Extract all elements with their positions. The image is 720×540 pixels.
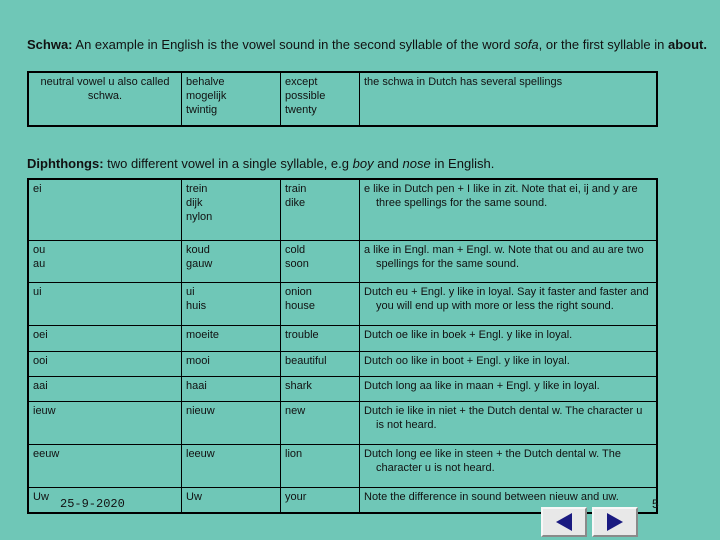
diphthongs-text-1: two different vowel in a single syllable, e.g xyxy=(103,156,353,171)
english-translation-cell: beautiful xyxy=(281,351,360,376)
english-translation-cell: onion house xyxy=(281,283,360,326)
schwa-cell-dutch xyxy=(182,72,281,126)
diphthongs-heading xyxy=(27,155,707,172)
english-translation-cell: train dike xyxy=(281,179,360,240)
table-row xyxy=(28,240,657,283)
diphthong-sound-cell: Uw xyxy=(28,487,182,513)
triangle-right-icon xyxy=(594,509,636,535)
triangle-left-icon xyxy=(543,509,585,535)
diphthongs-text-and: and xyxy=(373,156,403,171)
previous-slide-button[interactable] xyxy=(541,507,587,537)
diphthongs-table xyxy=(27,178,658,514)
schwa-table xyxy=(27,71,658,127)
pronunciation-note-cell: Note the difference in sound between nieuw and uw. xyxy=(360,487,658,513)
english-translation-cell: trouble xyxy=(281,326,360,351)
pronunciation-note-cell: Dutch long aa like in maan + Engl. y like in loyal. xyxy=(360,376,658,401)
diphthongs-word-boy: boy xyxy=(352,156,374,171)
pronunciation-note-cell: Dutch oo like in boot + Engl. y like in loyal. xyxy=(360,351,658,376)
table-row xyxy=(28,179,657,240)
table-row xyxy=(28,444,657,487)
diphthong-sound-cell: ou au xyxy=(28,240,182,283)
page-number: 5 xyxy=(652,497,659,511)
schwa-text-2: , or the first syllable in xyxy=(538,37,668,52)
dutch-example-cell: mooi xyxy=(182,351,281,376)
schwa-cell-description: neutral vowel u also called schwa. xyxy=(28,72,182,126)
pronunciation-note-cell: Dutch long ee like in steen + the Dutch dental w. The character u is not heard. xyxy=(360,444,658,487)
schwa-dutch-2: mogelijk xyxy=(186,90,227,102)
schwa-text-1: An example in English is the vowel sound in the second syllable of the word xyxy=(72,37,515,52)
diphthongs-text-2: in English. xyxy=(430,156,495,171)
english-translation-cell: lion xyxy=(281,444,360,487)
schwa-cell-english xyxy=(281,72,360,126)
english-translation-cell: your xyxy=(281,487,360,513)
diphthongs-word-nose: nose xyxy=(402,156,431,171)
diphthong-sound-cell: oei xyxy=(28,326,182,351)
diphthong-sound-cell: aai xyxy=(28,376,182,401)
dutch-example-cell: nieuw xyxy=(182,401,281,444)
pronunciation-note-cell: a like in Engl. man + Engl. w. Note that ou and au are two spellings for the same sound. xyxy=(360,240,658,283)
schwa-word-sofa: sofa xyxy=(514,37,539,52)
footer-date: 25-9-2020 xyxy=(60,497,125,511)
schwa-dutch-3: twintig xyxy=(186,104,218,116)
schwa-english-3: twenty xyxy=(285,104,317,116)
table-row xyxy=(28,351,657,376)
diphthong-sound-cell: ooi xyxy=(28,351,182,376)
dutch-example-cell: koud gauw xyxy=(182,240,281,283)
table-row xyxy=(28,283,657,326)
diphthongs-title: Diphthongs: xyxy=(27,156,104,171)
dutch-example-cell: ui huis xyxy=(182,283,281,326)
diphthong-sound-cell: ei xyxy=(28,179,182,240)
pronunciation-note-cell: Dutch eu + Engl. y like in loyal. Say it faster and faster and you will end up with more or less the right sound. xyxy=(360,283,658,326)
table-row xyxy=(28,72,657,126)
schwa-heading xyxy=(27,36,707,53)
dutch-example-cell: trein dijk nylon xyxy=(182,179,281,240)
dutch-example-cell: moeite xyxy=(182,326,281,351)
english-translation-cell: cold soon xyxy=(281,240,360,283)
dutch-example-cell: haai xyxy=(182,376,281,401)
english-translation-cell: new xyxy=(281,401,360,444)
diphthong-sound-cell: eeuw xyxy=(28,444,182,487)
dutch-example-cell: leeuw xyxy=(182,444,281,487)
table-row xyxy=(28,376,657,401)
english-translation-cell: shark xyxy=(281,376,360,401)
schwa-english-2: possible xyxy=(285,90,326,102)
pronunciation-note-cell: e like in Dutch pen + I like in zit. Note that ei, ij and y are three spellings for the same sound. xyxy=(360,179,658,240)
schwa-word-about: about. xyxy=(667,37,707,52)
table-row xyxy=(28,326,657,351)
diphthong-sound-cell: ui xyxy=(28,283,182,326)
schwa-title: Schwa: xyxy=(27,37,73,52)
schwa-cell-note: the schwa in Dutch has several spellings xyxy=(360,72,658,126)
schwa-english-1: except xyxy=(285,76,318,88)
table-row xyxy=(28,401,657,444)
pronunciation-note-cell: Dutch ie like in niet + the Dutch dental w. The character u is not heard. xyxy=(360,401,658,444)
schwa-dutch-1: behalve xyxy=(186,76,225,88)
dutch-example-cell: Uw xyxy=(182,487,281,513)
pronunciation-note-cell: Dutch oe like in boek + Engl. y like in loyal. xyxy=(360,326,658,351)
diphthong-sound-cell: ieuw xyxy=(28,401,182,444)
next-slide-button[interactable] xyxy=(592,507,638,537)
